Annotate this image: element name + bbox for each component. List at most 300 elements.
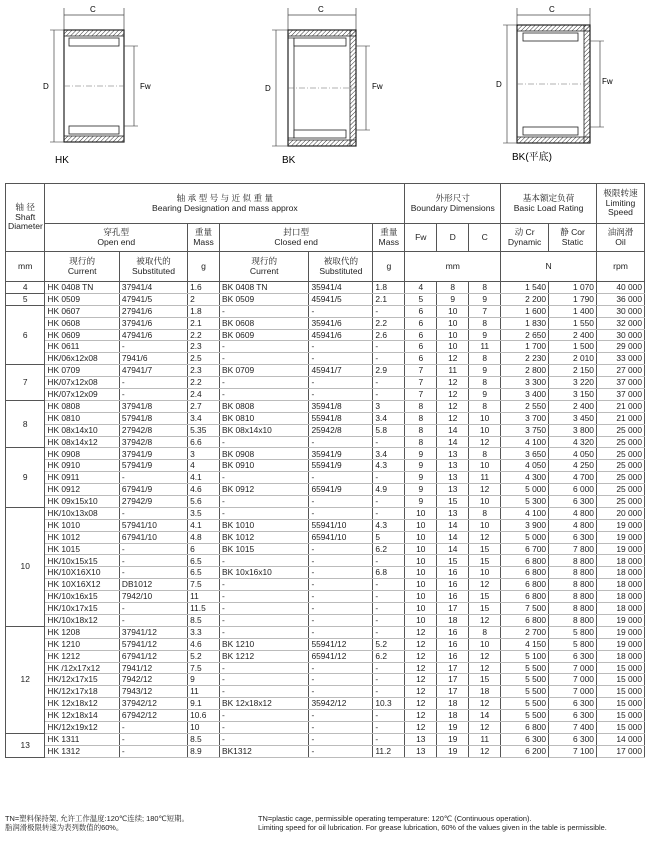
table-row: [6, 448, 645, 460]
open-current-cell: HK 1012: [45, 531, 120, 543]
open-substituted-cell: 57941/9: [119, 460, 187, 472]
open-substituted-cell: -: [119, 614, 187, 626]
d-cell: 11: [437, 365, 469, 377]
fw-cell: 9: [405, 460, 437, 472]
open-current-cell: HK 12x18x12: [45, 698, 120, 710]
open-substituted-cell: 7942/10: [119, 591, 187, 603]
oil-speed-cell: 36 000: [596, 293, 644, 305]
d-cell: 16: [437, 579, 469, 591]
closed-substituted-cell: -: [309, 377, 373, 389]
open-substituted-cell: -: [119, 389, 187, 401]
open-mass-cell: 2.2: [188, 377, 220, 389]
open-substituted-cell: 37941/6: [119, 317, 187, 329]
table-row: [6, 555, 645, 567]
header-boundary-dimensions: 外形尺寸 Boundary Dimensions: [405, 184, 501, 224]
fw-cell: 13: [405, 733, 437, 745]
fw-cell: 8: [405, 436, 437, 448]
open-mass-cell: 7.5: [188, 579, 220, 591]
table-row: [6, 674, 645, 686]
dynamic-load-cell: 3 400: [501, 389, 549, 401]
closed-mass-cell: -: [373, 662, 405, 674]
closed-current-cell: BK 1012: [220, 531, 309, 543]
unit-mass-closed: g: [373, 252, 405, 282]
dynamic-load-cell: 4 100: [501, 507, 549, 519]
static-load-cell: 4 800: [549, 519, 597, 531]
oil-speed-cell: 27 000: [596, 365, 644, 377]
open-substituted-cell: 67941/12: [119, 650, 187, 662]
c-cell: 9: [469, 329, 501, 341]
c-cell: 12: [469, 436, 501, 448]
closed-current-cell: BK 12x18x12: [220, 698, 309, 710]
table-row: [6, 698, 645, 710]
fw-cell: 8: [405, 424, 437, 436]
table-row: [6, 341, 645, 353]
fw-cell: 10: [405, 519, 437, 531]
closed-mass-cell: 2.2: [373, 317, 405, 329]
closed-substituted-cell: -: [309, 496, 373, 508]
spec-table-body: [6, 282, 645, 758]
unit-load-n: N: [501, 252, 597, 282]
oil-speed-cell: 32 000: [596, 317, 644, 329]
open-mass-cell: 7.5: [188, 662, 220, 674]
dynamic-load-cell: 4 300: [501, 472, 549, 484]
open-substituted-cell: -: [119, 472, 187, 484]
oil-speed-cell: 21 000: [596, 400, 644, 412]
d-cell: 8: [437, 282, 469, 294]
footnote-cn-line-2: 脂润滑极限转速为表列数值的60%。: [5, 823, 124, 833]
open-mass-cell: 9: [188, 674, 220, 686]
closed-mass-cell: 2.6: [373, 329, 405, 341]
table-row: [6, 579, 645, 591]
c-cell: 8: [469, 448, 501, 460]
open-current-cell: HK/12x17x18: [45, 686, 120, 698]
open-mass-cell: 3.4: [188, 412, 220, 424]
bearing-spec-table: [5, 183, 645, 758]
header-current-closed: 现行的 Current: [220, 252, 309, 282]
closed-mass-cell: 3.4: [373, 412, 405, 424]
c-cell: 12: [469, 698, 501, 710]
static-load-cell: 8 800: [549, 614, 597, 626]
open-current-cell: HK 0912: [45, 484, 120, 496]
open-mass-cell: 2.7: [188, 400, 220, 412]
d-cell: 19: [437, 733, 469, 745]
open-mass-cell: 10: [188, 721, 220, 733]
table-row: [6, 721, 645, 733]
closed-current-cell: -: [220, 733, 309, 745]
c-cell: 10: [469, 567, 501, 579]
open-substituted-cell: -: [119, 567, 187, 579]
table-row: [6, 436, 645, 448]
d-cell: 19: [437, 745, 469, 757]
shaft-diameter-cell: 7: [6, 365, 45, 401]
d-cell: 16: [437, 626, 469, 638]
dim-c-label: C: [549, 5, 555, 14]
c-cell: 9: [469, 293, 501, 305]
dynamic-load-cell: 6 800: [501, 567, 549, 579]
oil-speed-cell: 40 000: [596, 282, 644, 294]
closed-mass-cell: 6.8: [373, 567, 405, 579]
closed-current-cell: BK 1010: [220, 519, 309, 531]
static-load-cell: 8 800: [549, 567, 597, 579]
unit-speed-rpm: rpm: [596, 252, 644, 282]
closed-substituted-cell: -: [309, 436, 373, 448]
closed-substituted-cell: -: [309, 614, 373, 626]
open-substituted-cell: 37941/12: [119, 626, 187, 638]
closed-substituted-cell: 55941/8: [309, 412, 373, 424]
fw-cell: 9: [405, 472, 437, 484]
table-row: [6, 626, 645, 638]
c-cell: 11: [469, 733, 501, 745]
d-cell: 13: [437, 460, 469, 472]
fw-cell: 12: [405, 721, 437, 733]
d-cell: 9: [437, 293, 469, 305]
table-row: [6, 317, 645, 329]
closed-mass-cell: -: [373, 555, 405, 567]
oil-speed-cell: 25 000: [596, 448, 644, 460]
closed-substituted-cell: -: [309, 591, 373, 603]
closed-mass-cell: -: [373, 377, 405, 389]
table-row: [6, 614, 645, 626]
closed-current-cell: BK 1212: [220, 650, 309, 662]
table-row: [6, 305, 645, 317]
open-substituted-cell: 47941/6: [119, 329, 187, 341]
closed-mass-cell: 3: [373, 400, 405, 412]
closed-mass-cell: 5.2: [373, 638, 405, 650]
dynamic-load-cell: 5 500: [501, 674, 549, 686]
closed-current-cell: -: [220, 662, 309, 674]
open-substituted-cell: 37941/9: [119, 448, 187, 460]
static-load-cell: 5 800: [549, 638, 597, 650]
bk-flat-label: BK(平底): [512, 152, 552, 163]
static-load-cell: 8 800: [549, 579, 597, 591]
shaft-diameter-cell: 10: [6, 507, 45, 626]
oil-speed-cell: 18 000: [596, 650, 644, 662]
dynamic-load-cell: 2 200: [501, 293, 549, 305]
closed-substituted-cell: -: [309, 341, 373, 353]
closed-mass-cell: -: [373, 626, 405, 638]
closed-substituted-cell: -: [309, 603, 373, 615]
fw-cell: 10: [405, 531, 437, 543]
c-cell: 12: [469, 650, 501, 662]
shaft-diameter-cell: 5: [6, 293, 45, 305]
closed-current-cell: BK 0408 TN: [220, 282, 309, 294]
oil-speed-cell: 25 000: [596, 424, 644, 436]
dynamic-load-cell: 4 150: [501, 638, 549, 650]
open-substituted-cell: 57941/8: [119, 412, 187, 424]
table-row: [6, 567, 645, 579]
open-substituted-cell: -: [119, 733, 187, 745]
static-load-cell: 7 000: [549, 674, 597, 686]
header-current-open: 现行的 Current: [45, 252, 120, 282]
d-cell: 10: [437, 317, 469, 329]
d-cell: 10: [437, 341, 469, 353]
d-cell: 12: [437, 377, 469, 389]
open-substituted-cell: 37942/8: [119, 436, 187, 448]
dynamic-load-cell: 1 700: [501, 341, 549, 353]
oil-speed-cell: 25 000: [596, 436, 644, 448]
open-current-cell: HK 0911: [45, 472, 120, 484]
oil-speed-cell: 18 000: [596, 579, 644, 591]
dynamic-load-cell: 5 300: [501, 496, 549, 508]
closed-mass-cell: -: [373, 353, 405, 365]
closed-substituted-cell: -: [309, 674, 373, 686]
open-substituted-cell: -: [119, 721, 187, 733]
c-cell: 8: [469, 400, 501, 412]
closed-current-cell: BK 0709: [220, 365, 309, 377]
dynamic-load-cell: 5 500: [501, 686, 549, 698]
open-current-cell: HK/12x17x15: [45, 674, 120, 686]
closed-mass-cell: 5.8: [373, 424, 405, 436]
c-cell: 10: [469, 460, 501, 472]
table-row: [6, 472, 645, 484]
open-mass-cell: 2.3: [188, 341, 220, 353]
open-current-cell: HK 0408 TN: [45, 282, 120, 294]
static-load-cell: 4 250: [549, 460, 597, 472]
header-fw: Fw: [405, 224, 437, 252]
c-cell: 8: [469, 282, 501, 294]
closed-mass-cell: -: [373, 721, 405, 733]
fw-cell: 6: [405, 329, 437, 341]
table-row: [6, 662, 645, 674]
dim-d-label: D: [496, 80, 502, 89]
d-cell: 13: [437, 472, 469, 484]
table-row: [6, 686, 645, 698]
d-cell: 16: [437, 567, 469, 579]
open-substituted-cell: -: [119, 555, 187, 567]
d-cell: 12: [437, 400, 469, 412]
c-cell: 7: [469, 305, 501, 317]
open-mass-cell: 11: [188, 591, 220, 603]
oil-speed-cell: 15 000: [596, 698, 644, 710]
dynamic-load-cell: 1 600: [501, 305, 549, 317]
closed-substituted-cell: -: [309, 686, 373, 698]
dynamic-load-cell: 6 800: [501, 579, 549, 591]
table-row: [6, 484, 645, 496]
open-mass-cell: 2.2: [188, 329, 220, 341]
unit-shaft-mm: mm: [6, 252, 45, 282]
shaft-diameter-cell: 9: [6, 448, 45, 507]
fw-cell: 10: [405, 614, 437, 626]
closed-mass-cell: -: [373, 674, 405, 686]
table-row: [6, 353, 645, 365]
c-cell: 9: [469, 365, 501, 377]
open-current-cell: HK 09x15x10: [45, 496, 120, 508]
closed-current-cell: -: [220, 626, 309, 638]
fw-cell: 6: [405, 305, 437, 317]
header-oil: 油润滑 Oil: [596, 224, 644, 252]
open-current-cell: HK 0611: [45, 341, 120, 353]
header-substituted-open: 被取代的 Substituted: [119, 252, 187, 282]
dynamic-load-cell: 7 500: [501, 603, 549, 615]
closed-mass-cell: -: [373, 591, 405, 603]
fw-cell: 10: [405, 543, 437, 555]
open-current-cell: HK 0609: [45, 329, 120, 341]
d-cell: 16: [437, 591, 469, 603]
fw-cell: 4: [405, 282, 437, 294]
fw-cell: 6: [405, 353, 437, 365]
unit-mass-open: g: [188, 252, 220, 282]
open-substituted-cell: 67942/12: [119, 710, 187, 722]
bk-flat-diagram: [496, 5, 613, 163]
footnote-english: [258, 814, 646, 833]
open-mass-cell: 1.6: [188, 282, 220, 294]
closed-substituted-cell: 65941/10: [309, 531, 373, 543]
closed-current-cell: -: [220, 721, 309, 733]
header-c: C: [469, 224, 501, 252]
oil-speed-cell: 19 000: [596, 519, 644, 531]
open-substituted-cell: -: [119, 745, 187, 757]
d-cell: 12: [437, 389, 469, 401]
dynamic-load-cell: 6 800: [501, 614, 549, 626]
open-current-cell: HK 1015: [45, 543, 120, 555]
d-cell: 17: [437, 674, 469, 686]
static-load-cell: 3 220: [549, 377, 597, 389]
table-row: [6, 412, 645, 424]
fw-cell: 9: [405, 448, 437, 460]
table-row: [6, 603, 645, 615]
static-load-cell: 4 050: [549, 448, 597, 460]
open-substituted-cell: 37941/4: [119, 282, 187, 294]
static-load-cell: 6 300: [549, 698, 597, 710]
static-load-cell: 4 320: [549, 436, 597, 448]
d-cell: 15: [437, 496, 469, 508]
static-load-cell: 2 150: [549, 365, 597, 377]
static-load-cell: 6 300: [549, 733, 597, 745]
static-load-cell: 7 400: [549, 721, 597, 733]
open-mass-cell: 4.6: [188, 638, 220, 650]
table-row: [6, 638, 645, 650]
oil-speed-cell: 17 000: [596, 745, 644, 757]
hk-label: HK: [55, 155, 69, 166]
open-substituted-cell: 27942/8: [119, 424, 187, 436]
closed-substituted-cell: 55941/12: [309, 638, 373, 650]
open-substituted-cell: 7942/12: [119, 674, 187, 686]
closed-mass-cell: -: [373, 389, 405, 401]
open-mass-cell: 2.4: [188, 389, 220, 401]
header-load-rating: 基本额定负荷 Basic Load Rating: [501, 184, 597, 224]
open-current-cell: HK 08x14x10: [45, 424, 120, 436]
closed-current-cell: -: [220, 353, 309, 365]
closed-substituted-cell: 55941/10: [309, 519, 373, 531]
open-current-cell: HK/07x12x09: [45, 389, 120, 401]
fw-cell: 9: [405, 496, 437, 508]
fw-cell: 7: [405, 377, 437, 389]
footnote-chinese: [5, 814, 253, 833]
open-current-cell: HK/10x18x12: [45, 614, 120, 626]
closed-substituted-cell: -: [309, 305, 373, 317]
table-row: [6, 460, 645, 472]
fw-cell: 12: [405, 698, 437, 710]
fw-cell: 13: [405, 745, 437, 757]
shaft-diameter-cell: 12: [6, 626, 45, 733]
open-substituted-cell: 7943/12: [119, 686, 187, 698]
closed-mass-cell: 1.8: [373, 282, 405, 294]
closed-mass-cell: -: [373, 436, 405, 448]
closed-current-cell: BK 10x16x10: [220, 567, 309, 579]
closed-substituted-cell: 35941/9: [309, 448, 373, 460]
oil-speed-cell: 15 000: [596, 721, 644, 733]
open-mass-cell: 3: [188, 448, 220, 460]
c-cell: 10: [469, 496, 501, 508]
open-current-cell: HK/10x17x15: [45, 603, 120, 615]
table-row: [6, 745, 645, 757]
open-substituted-cell: -: [119, 543, 187, 555]
d-cell: 17: [437, 662, 469, 674]
table-row: [6, 377, 645, 389]
open-mass-cell: 4.6: [188, 484, 220, 496]
closed-mass-cell: 11.2: [373, 745, 405, 757]
static-load-cell: 7 000: [549, 662, 597, 674]
c-cell: 12: [469, 745, 501, 757]
dim-d-label: D: [265, 84, 271, 93]
fw-cell: 12: [405, 686, 437, 698]
closed-mass-cell: -: [373, 710, 405, 722]
open-current-cell: HK 0709: [45, 365, 120, 377]
dynamic-load-cell: 6 700: [501, 543, 549, 555]
shaft-diameter-cell: 6: [6, 305, 45, 364]
dynamic-load-cell: 6 800: [501, 721, 549, 733]
open-current-cell: HK/10x15x15: [45, 555, 120, 567]
closed-current-cell: BK 0609: [220, 329, 309, 341]
closed-current-cell: -: [220, 507, 309, 519]
dim-fw-label: Fw: [140, 82, 151, 91]
closed-mass-cell: 10.3: [373, 698, 405, 710]
table-row: [6, 282, 645, 294]
oil-speed-cell: 19 000: [596, 543, 644, 555]
bk-diagram: [265, 5, 383, 166]
closed-mass-cell: -: [373, 733, 405, 745]
d-cell: 14: [437, 424, 469, 436]
open-mass-cell: 3.3: [188, 626, 220, 638]
d-cell: 15: [437, 555, 469, 567]
footnote-en-line-2: Limiting speed for oil lubrication. For grease lubrication, 60% of the values given in the table is permissible.: [258, 823, 607, 833]
c-cell: 8: [469, 507, 501, 519]
closed-current-cell: -: [220, 603, 309, 615]
fw-cell: 6: [405, 317, 437, 329]
static-load-cell: 3 450: [549, 412, 597, 424]
open-substituted-cell: -: [119, 341, 187, 353]
closed-substituted-cell: -: [309, 721, 373, 733]
closed-substituted-cell: -: [309, 626, 373, 638]
open-current-cell: HK 0509: [45, 293, 120, 305]
closed-mass-cell: 6.2: [373, 543, 405, 555]
fw-cell: 10: [405, 555, 437, 567]
dynamic-load-cell: 5 500: [501, 662, 549, 674]
dynamic-load-cell: 6 200: [501, 745, 549, 757]
c-cell: 9: [469, 389, 501, 401]
closed-substituted-cell: -: [309, 745, 373, 757]
open-mass-cell: 2.1: [188, 317, 220, 329]
closed-substituted-cell: -: [309, 555, 373, 567]
d-cell: 12: [437, 412, 469, 424]
d-cell: 19: [437, 721, 469, 733]
static-load-cell: 2 400: [549, 400, 597, 412]
closed-mass-cell: -: [373, 614, 405, 626]
dynamic-load-cell: 5 500: [501, 710, 549, 722]
open-current-cell: HK 0908: [45, 448, 120, 460]
oil-speed-cell: 15 000: [596, 710, 644, 722]
c-cell: 15: [469, 555, 501, 567]
header-bearing-designation: 轴 承 型 号 与 近 似 重 量 Bearing Designation and mass approx: [45, 184, 405, 224]
closed-current-cell: -: [220, 674, 309, 686]
d-cell: 14: [437, 436, 469, 448]
d-cell: 13: [437, 507, 469, 519]
open-mass-cell: 11: [188, 686, 220, 698]
dim-d-label: D: [43, 82, 49, 91]
oil-speed-cell: 18 000: [596, 591, 644, 603]
static-load-cell: 6 000: [549, 484, 597, 496]
closed-substituted-cell: -: [309, 567, 373, 579]
